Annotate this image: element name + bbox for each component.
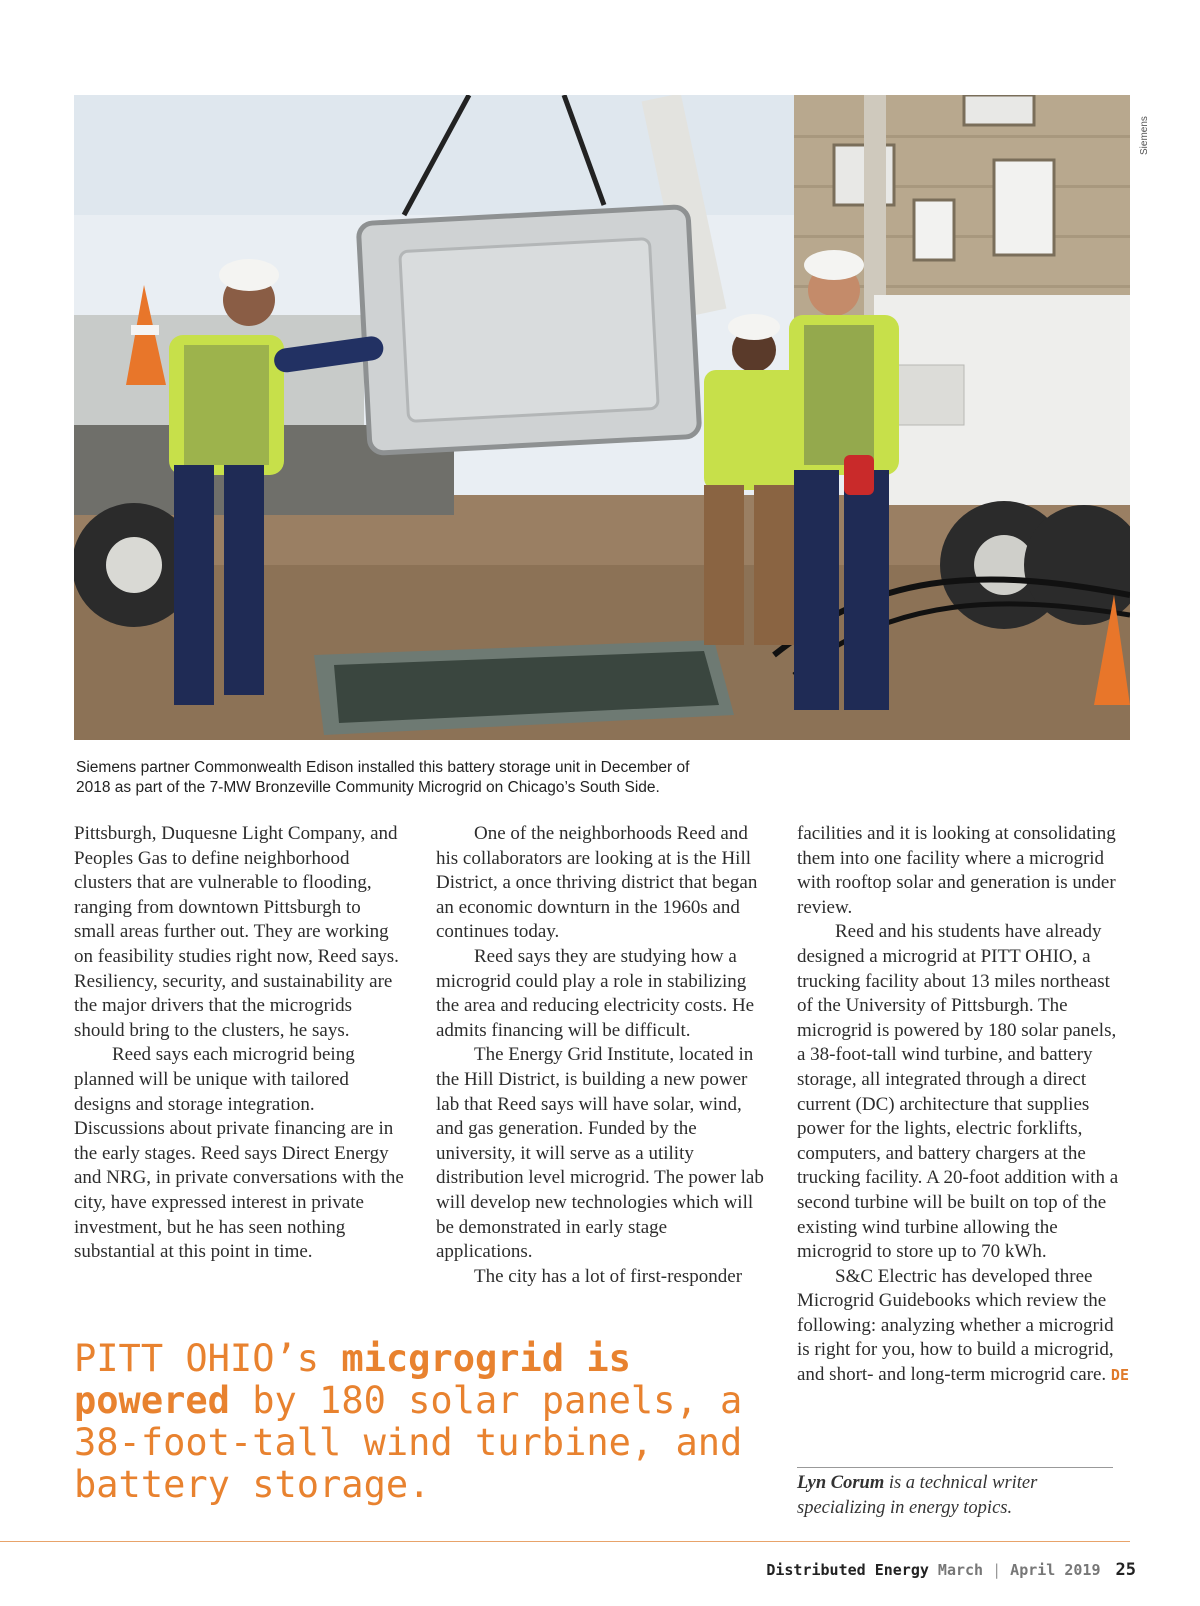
pull-quote-bold: micgrogrid is powered (74, 1337, 631, 1422)
paragraph: Reed says each microgrid being planned will be unique with tailored designs and storage integration. Discussions about private financing are in the early stages. Reed says Direct Energy and NRG, in private conversations with the city, have expressed interest in private investment, but he has seen nothing substantial at this point in time. (74, 1044, 404, 1263)
author-name: Lyn Corum (797, 1473, 885, 1493)
footer-divider (0, 1541, 1130, 1542)
caption-line-2: 2018 as part of the 7-MW Bronzeville Community Microgrid on Chicago’s South Side. (76, 779, 660, 796)
bio-divider (797, 1467, 1113, 1468)
paragraph: The city has a lot of first-responder (474, 1265, 743, 1287)
paragraph: The Energy Grid Institute, located in the Hill District, is building a new power lab that Reed says will have solar, wind, and gas generation. Funded by the university, it will serve as a utility distribution level microgrid. The power lab will develop new technologies which will be demonstrated in early stage applications. (436, 1044, 764, 1263)
paragraph: facilities and it is looking at consolidating them into one facility where a microgrid with rooftop solar and generation is under review. (797, 823, 1116, 918)
end-mark: DE (1110, 1366, 1129, 1385)
author-description: is a technical writer specializing in energy topics. (797, 1473, 1038, 1518)
caption-line-1: Siemens partner Commonwealth Edison installed this battery storage unit in December of (76, 759, 690, 776)
article-column-1 (74, 822, 406, 1265)
pull-quote (74, 1338, 774, 1506)
article-photo (74, 95, 1130, 740)
pull-quote-part-1: PITT OHIO’s (74, 1337, 342, 1380)
photo-caption (76, 758, 796, 798)
page-footer (766, 1560, 1136, 1580)
paragraph: Reed says they are studying how a microgrid could play a role in stabilizing the area and reducing electricity costs. He admits financing will be difficult. (436, 945, 755, 1041)
paragraph: Reed and his students have already designed a microgrid at PITT OHIO, a trucking facility about 13 miles northeast of the University of Pittsburgh. The microgrid is powered by 180 solar panels, a 38-foot-tall wind turbine, and battery storage, all integrated through a direct current (DC) architecture that supplies power for the lights, electric forklifts, computers, and battery chargers at the trucking facility. A 20-foot addition with a second turbine will be built on top of the existing wind turbine allowing the microgrid to store up to 70 kWh. (797, 921, 1119, 1263)
page-number: 25 (1115, 1560, 1136, 1580)
paragraph-final (797, 1265, 1129, 1388)
paragraph: One of the neighborhoods Reed and his collaborators are looking at is the Hill District, a once thriving district that began an economic downturn in the 1960s and continues today. (436, 823, 758, 943)
article-column-2 (436, 822, 768, 1289)
paragraph: Pittsburgh, Duquesne Light Company, and Peoples Gas to define neighborhood clusters that are vulnerable to flooding, ranging from downtown Pittsburgh to small areas further out. They are working on feasibility studies right now, Reed says. Resiliency, security, and sustainability are the major drivers that the microgrids should bring to the clusters, he says. (74, 823, 399, 1041)
issue-month: March (937, 1561, 984, 1579)
pull-quote-part-2: by 180 solar panels, a 38-foot-tall wind turbine, and battery storage. (74, 1379, 743, 1506)
author-bio (797, 1471, 1127, 1520)
photo-credit: Siemens (1139, 116, 1150, 155)
magazine-name: Distributed Energy (766, 1561, 929, 1579)
issue-date: April 2019 (1010, 1561, 1101, 1579)
issue-separator: | (992, 1561, 1002, 1579)
article-column-3 (797, 822, 1129, 1388)
paragraph-text: S&C Electric has developed three Microgrid Guidebooks which review the following: analyzing whether a microgrid is right for you, how to build a microgrid, and short- and long-term microgrid care. (797, 1265, 1114, 1386)
